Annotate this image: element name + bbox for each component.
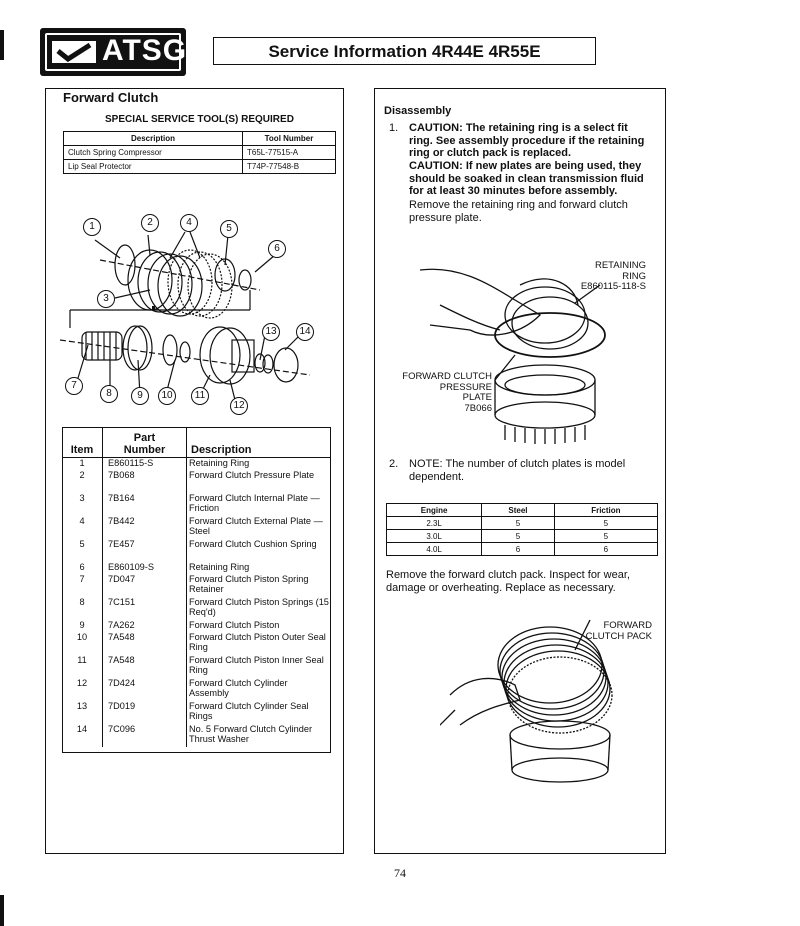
part-desc: Forward Clutch Cylinder Seal Rings: [189, 700, 309, 722]
part-desc: Forward Clutch Piston: [189, 619, 280, 630]
callout-2: 2: [141, 214, 159, 232]
tools-heading: SPECIAL SERVICE TOOL(S) REQUIRED: [105, 114, 294, 125]
table-row: [62, 457, 331, 470]
step-2-number: 2.: [389, 458, 399, 470]
steel-cell: 6: [482, 543, 555, 556]
binding-edge-mark: [0, 895, 4, 926]
tools-header-num: Tool Number: [243, 132, 336, 146]
part-desc: Forward Clutch Piston Inner Seal Ring: [189, 654, 324, 676]
parts-header-desc: Description: [187, 427, 332, 457]
callout-7: 7: [65, 377, 83, 395]
part-item: 10: [62, 632, 103, 655]
part-desc: Forward Clutch External Plate — Steel: [189, 515, 323, 537]
part-item: 4: [62, 516, 103, 539]
part-item: 13: [62, 701, 103, 724]
table-row: [62, 574, 331, 597]
callout-6: 6: [268, 240, 286, 258]
tools-header-desc: Description: [64, 132, 243, 146]
table-row: [64, 146, 336, 160]
part-item: 7: [62, 574, 103, 597]
engine-cell: 3.0L: [387, 530, 482, 543]
callout-14: 14: [296, 323, 314, 341]
page-number: 74: [394, 866, 406, 880]
part-number: 7B164: [103, 493, 187, 516]
step-1-caution-2: CAUTION: If new plates are being used, they should be soaked in clean transmission fluid for at least 30 minutes before assembly.: [409, 160, 644, 197]
part-item: 14: [62, 724, 103, 747]
callout-12: 12: [230, 397, 248, 415]
part-desc: Forward Clutch Cushion Spring: [189, 538, 317, 549]
parts-header-number: Part Number: [103, 427, 187, 457]
callout-11: 11: [191, 387, 209, 405]
callout-10: 10: [158, 387, 176, 405]
table-row: [387, 517, 658, 530]
parts-table: [62, 427, 331, 747]
friction-header: Friction: [554, 504, 657, 517]
table-row: [62, 539, 331, 562]
atsg-logo: [40, 28, 186, 76]
engine-header: Engine: [387, 504, 482, 517]
step-1-number: 1.: [389, 122, 399, 134]
title-box: [213, 37, 596, 65]
part-desc: Forward Clutch Internal Plate — Friction: [189, 492, 320, 514]
tools-table: [63, 131, 336, 174]
part-item: 11: [62, 655, 103, 678]
table-row: [387, 530, 658, 543]
table-row: [64, 160, 336, 174]
part-number: 7D424: [103, 678, 187, 701]
table-row: [62, 493, 331, 516]
callout-9: 9: [131, 387, 149, 405]
part-desc: Forward Clutch Cylinder Assembly: [189, 677, 288, 699]
callout-8: 8: [100, 385, 118, 403]
table-row: [62, 470, 331, 493]
part-desc: Retaining Ring: [189, 457, 250, 468]
table-row: [62, 655, 331, 678]
part-item: 6: [62, 562, 103, 574]
tool-num: T74P-77548-B: [243, 160, 336, 174]
retaining-ring-label: RETAINING RING E860115-118-S: [580, 260, 646, 292]
logo-text: ATSG: [102, 34, 188, 67]
step-2-text: NOTE: The number of clutch plates is model dependent.: [409, 458, 626, 483]
part-desc: Forward Clutch Pressure Plate: [189, 469, 315, 480]
section-title: Forward Clutch: [63, 90, 159, 105]
step-1-text: Remove the retaining ring and forward clutch pressure plate.: [409, 199, 628, 224]
part-desc: Forward Clutch Piston Spring Retainer: [189, 573, 309, 595]
part-desc: No. 5 Forward Clutch Cylinder Thrust Washer: [189, 723, 313, 745]
part-desc: Retaining Ring: [189, 561, 250, 572]
part-item: 5: [62, 539, 103, 562]
part-item: 8: [62, 597, 103, 620]
engine-cell: 2.3L: [387, 517, 482, 530]
part-number: 7B068: [103, 470, 187, 493]
callout-13: 13: [262, 323, 280, 341]
part-desc: Forward Clutch Piston Springs (15 Req'd): [189, 596, 329, 618]
steel-header: Steel: [482, 504, 555, 517]
callout-4: 4: [180, 214, 198, 232]
part-number: E860115-S: [103, 457, 187, 470]
pressure-plate-label: FORWARD CLUTCH PRESSURE PLATE 7B066: [402, 371, 492, 414]
table-row: [62, 724, 331, 747]
table-row: [62, 678, 331, 701]
step-1-caution-1: CAUTION: The retaining ring is a select fit ring. See assembly procedure if the retaining ring or clutch pack is replaced.: [409, 122, 645, 159]
engine-plates-table: [386, 503, 658, 556]
friction-cell: 5: [554, 530, 657, 543]
part-desc: Forward Clutch Piston Outer Seal Ring: [189, 631, 326, 653]
check-flag-icon: [50, 37, 98, 67]
part-item: 2: [62, 470, 103, 493]
table-row: [62, 632, 331, 655]
table-row: [387, 543, 658, 556]
callout-3: 3: [97, 290, 115, 308]
page-title: Service Information 4R44E 4R55E: [268, 42, 541, 61]
part-number: 7C151: [103, 597, 187, 620]
part-number: 7A262: [103, 620, 187, 632]
callout-1: 1: [83, 218, 101, 236]
friction-cell: 6: [554, 543, 657, 556]
part-item: 9: [62, 620, 103, 632]
table-row: [62, 620, 331, 632]
tool-desc: Lip Seal Protector: [64, 160, 243, 174]
part-number: 7C096: [103, 724, 187, 747]
part-number: 7E457: [103, 539, 187, 562]
remove-clutch-pack-text: Remove the forward clutch pack. Inspect for wear, damage or overheating. Replace as necessary.: [386, 569, 630, 594]
part-number: E860109-S: [103, 562, 187, 574]
part-number: 7B442: [103, 516, 187, 539]
tool-num: T65L-77515-A: [243, 146, 336, 160]
friction-cell: 5: [554, 517, 657, 530]
part-item: 1: [62, 457, 103, 470]
part-item: 3: [62, 493, 103, 516]
table-row: [62, 516, 331, 539]
engine-cell: 4.0L: [387, 543, 482, 556]
tool-desc: Clutch Spring Compressor: [64, 146, 243, 160]
steel-cell: 5: [482, 530, 555, 543]
steel-cell: 5: [482, 517, 555, 530]
part-item: 12: [62, 678, 103, 701]
table-row: [62, 701, 331, 724]
part-number: 7D019: [103, 701, 187, 724]
callout-5: 5: [220, 220, 238, 238]
disassembly-heading: Disassembly: [384, 105, 452, 117]
parts-header-item: Item: [62, 427, 103, 457]
binding-edge-mark: [0, 30, 4, 60]
part-number: 7A548: [103, 655, 187, 678]
clutch-pack-label: FORWARD CLUTCH PACK: [585, 620, 652, 642]
table-row: [62, 597, 331, 620]
table-row: [62, 562, 331, 574]
part-number: 7D047: [103, 574, 187, 597]
part-number: 7A548: [103, 632, 187, 655]
